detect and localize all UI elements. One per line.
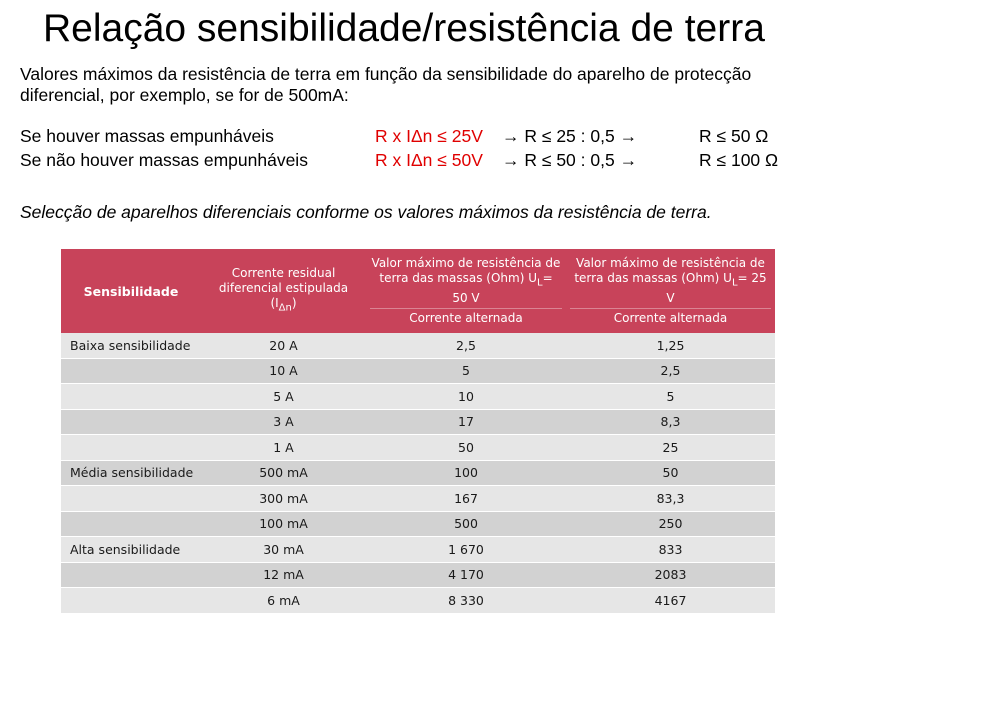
header-residual-current-end: ) bbox=[291, 296, 297, 311]
cell-r25: 2,5 bbox=[660, 363, 681, 379]
cell-r25: 2083 bbox=[654, 567, 687, 583]
cell-r50: 10 bbox=[458, 388, 474, 404]
table-row bbox=[61, 588, 775, 614]
case-calc: → R ≤ 50 : 0,5 → bbox=[502, 150, 638, 170]
case-result: R ≤ 50 Ω bbox=[699, 126, 769, 146]
page-title: Relação sensibilidade/resistência de terra bbox=[43, 7, 765, 50]
header-r25-text: Valor máximo de resistência de terra das massas (Ohm) U bbox=[574, 256, 765, 286]
header-r25-sub: L bbox=[731, 277, 738, 289]
cell-current: 6 mA bbox=[267, 592, 300, 608]
table-header bbox=[61, 249, 775, 333]
cell-r50: 50 bbox=[458, 439, 474, 455]
table-row bbox=[61, 333, 775, 359]
table-caption: Selecção de aparelhos diferenciais conforme os valores máximos da resistência de terra. bbox=[20, 202, 712, 222]
sensitivity-table bbox=[61, 249, 775, 614]
case-formula: R x IΔn ≤ 50V bbox=[375, 150, 483, 170]
cell-r50: 8 330 bbox=[448, 592, 484, 608]
cell-r25: 25 bbox=[662, 439, 679, 455]
cell-r50: 17 bbox=[458, 414, 474, 430]
header-sensitivity: Sensibilidade bbox=[83, 283, 179, 299]
cell-current: 100 mA bbox=[259, 516, 308, 532]
case-calc: → R ≤ 25 : 0,5 → bbox=[502, 126, 638, 146]
cell-current: 500 mA bbox=[259, 465, 308, 481]
cell-r25: 50 bbox=[662, 465, 679, 481]
case-label: Se houver massas empunháveis bbox=[20, 126, 274, 146]
header-r50-end: = 50 V bbox=[452, 271, 553, 305]
table-row bbox=[61, 563, 775, 589]
cell-r50: 167 bbox=[454, 490, 478, 506]
cell-sensitivity: Média sensibilidade bbox=[70, 465, 194, 481]
table-body bbox=[61, 333, 775, 614]
header-residual-current-sub: Δn bbox=[278, 302, 292, 314]
cell-r50: 500 bbox=[454, 516, 478, 532]
header-resistance-25v bbox=[566, 249, 775, 333]
table-row bbox=[61, 461, 775, 487]
cell-current: 300 mA bbox=[259, 490, 308, 506]
table-row bbox=[61, 537, 775, 563]
cell-current: 1 A bbox=[273, 439, 294, 455]
cell-r50: 4 170 bbox=[448, 567, 484, 583]
cell-current: 3 A bbox=[273, 414, 294, 430]
header-r25-ac: Corrente alternada bbox=[570, 308, 771, 326]
cell-current: 10 A bbox=[269, 363, 298, 379]
cell-r50: 100 bbox=[454, 465, 478, 481]
cell-current: 5 A bbox=[273, 388, 294, 404]
cell-current: 12 mA bbox=[263, 567, 304, 583]
cell-current: 20 A bbox=[269, 337, 298, 353]
table-row bbox=[61, 435, 775, 461]
header-resistance-50v bbox=[366, 249, 566, 333]
header-residual-current bbox=[201, 249, 366, 333]
table-row bbox=[61, 512, 775, 538]
cell-sensitivity: Baixa sensibilidade bbox=[70, 337, 191, 353]
cell-r25: 250 bbox=[658, 516, 683, 532]
cell-sensitivity: Alta sensibilidade bbox=[70, 541, 181, 557]
header-r50-ac: Corrente alternada bbox=[370, 308, 562, 326]
cell-r25: 4167 bbox=[654, 592, 687, 608]
cell-r50: 1 670 bbox=[448, 541, 484, 557]
case-formula: R x IΔn ≤ 25V bbox=[375, 126, 483, 146]
cell-current: 30 mA bbox=[263, 541, 304, 557]
table-row bbox=[61, 410, 775, 436]
case-label: Se não houver massas empunháveis bbox=[20, 150, 308, 170]
header-r25-end: = 25 V bbox=[666, 271, 767, 305]
header-r50-text: Valor máximo de resistência de terra das massas (Ohm) U bbox=[371, 256, 561, 286]
case-result: R ≤ 100 Ω bbox=[699, 150, 779, 170]
header-r50-sub: L bbox=[536, 277, 543, 289]
cell-r50: 5 bbox=[462, 363, 470, 379]
intro-text: Valores máximos da resistência de terra em função da sensibilidade do aparelho de protecção diferencial, por exemplo, se for de 500mA: bbox=[20, 64, 752, 105]
table-row bbox=[61, 359, 775, 385]
table-row bbox=[61, 384, 775, 410]
table-row bbox=[61, 486, 775, 512]
cell-r25: 1,25 bbox=[656, 337, 685, 353]
cell-r25: 8,3 bbox=[660, 414, 681, 430]
header-residual-current-text: Corrente residual diferencial estipulada (I bbox=[218, 266, 349, 311]
cell-r25: 83,3 bbox=[656, 490, 685, 506]
cell-r50: 2,5 bbox=[456, 337, 476, 353]
cell-r25: 833 bbox=[658, 541, 683, 557]
cell-r25: 5 bbox=[666, 388, 675, 404]
